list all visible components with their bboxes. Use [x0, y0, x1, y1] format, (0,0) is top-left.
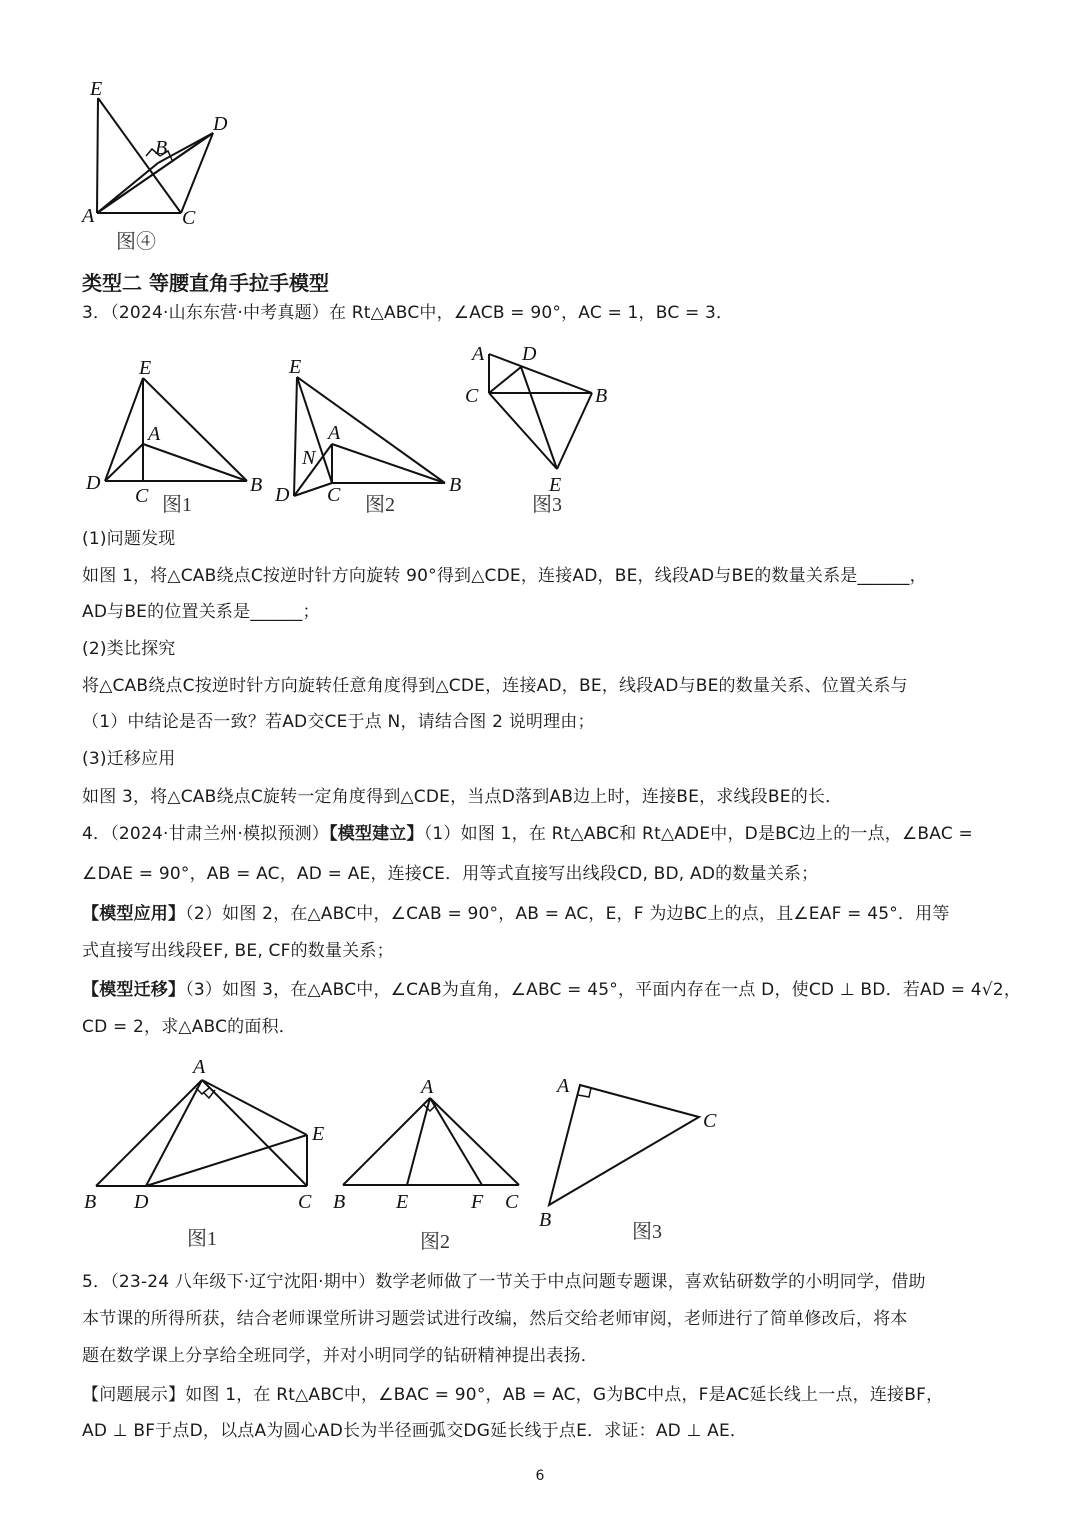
q5-line5: AD ⊥ BF于点D，以点A为圆心AD长为半径画弧交DG延长线于点E．求证：AD ⊥ AE．: [82, 1421, 748, 1441]
section-title: 类型二 等腰直角手拉手模型: [82, 271, 329, 295]
svg-text:C: C: [505, 1191, 519, 1213]
q4-line5-text: （3）如图 3，在△ABC中，∠CAB为直角，∠ABC = 45°，平面内存在一点 D，使CD ⊥ BD．若AD = 4√2，: [185, 980, 1022, 1000]
svg-text:B: B: [595, 385, 608, 407]
q4-line4: 式直接写出线段EF, BE, CF的数量关系；: [82, 941, 394, 961]
svg-text:B: B: [449, 474, 462, 496]
q4-figure-2: [333, 1076, 519, 1253]
svg-text:A: A: [148, 423, 161, 445]
q5-tag-problem: 【问题展示】: [82, 1385, 186, 1405]
svg-text:E: E: [289, 356, 302, 378]
svg-text:A: A: [421, 1076, 434, 1098]
svg-text:E: E: [396, 1191, 409, 1213]
q3-part3-title: (3)迁移应用: [82, 749, 176, 769]
q4-tag-model-build: 【模型建立】: [329, 824, 424, 844]
page-number: 6: [535, 1468, 545, 1484]
q3-figure-3: [465, 343, 607, 516]
svg-text:图1: 图1: [162, 494, 192, 516]
q3-header: 3．（2024·山东东营·中考真题）在 Rt△ABC中，∠ACB = 90°，AC = 1，BC = 3．: [82, 303, 734, 323]
svg-text:C: C: [327, 484, 341, 506]
label-B: B: [155, 137, 168, 159]
svg-text:E: E: [312, 1123, 325, 1145]
q4-line1: [82, 823, 973, 845]
q3-part2-line1: 将△CAB绕点C按逆时针方向旋转任意角度得到△CDE，连接AD，BE，线段AD与BE的数量关系、位置关系与: [82, 676, 908, 696]
svg-text:图3: 图3: [632, 1221, 662, 1243]
label-C: C: [182, 207, 196, 229]
q5-line3: 题在数学课上分享给全班同学，并对小明同学的钻研精神提出表扬．: [82, 1346, 598, 1366]
svg-text:C: C: [135, 485, 149, 507]
q5-line1: 5．（23-24 八年级下·辽宁沈阳·期中）数学老师做了一节关于中点问题专题课，喜欢钻研数学的小明同学，借助: [82, 1272, 926, 1292]
svg-text:图2: 图2: [420, 1231, 450, 1253]
q3-figure-2: [274, 356, 461, 516]
q3-part1-line1: 如图 1，将△CAB绕点C按逆时针方向旋转 90°得到△CDE，连接AD，BE，线段AD与BE的数量关系是______，: [82, 566, 927, 586]
svg-text:B: B: [250, 474, 263, 496]
q4-line2: ∠DAE = 90°，AB = AC，AD = AE，连接CE．用等式直接写出线段CD, BD, AD的数量关系；: [82, 864, 819, 884]
q4-figure-1: [84, 1056, 324, 1250]
svg-text:D: D: [522, 343, 537, 365]
q4-line5: [82, 979, 1021, 1001]
svg-text:B: B: [539, 1209, 552, 1231]
svg-text:D: D: [134, 1191, 149, 1213]
q3-part1-line2: AD与BE的位置关系是______；: [82, 602, 320, 622]
svg-text:B: B: [333, 1191, 346, 1213]
svg-text:C: C: [298, 1191, 312, 1213]
q5-line4: [82, 1384, 943, 1406]
q4-line1-text: （1）如图 1，在 Rt△ABC和 Rt△ADE中，D是BC边上的一点，∠BAC =: [423, 824, 973, 844]
q5-line2: 本节课的所得所获，结合老师课堂所讲习题尝试进行改编，然后交给老师审阅，老师进行了简单修改后，将本: [82, 1309, 908, 1329]
q4-line6: CD = 2，求△ABC的面积．: [82, 1017, 296, 1037]
q3-figure-1: [85, 357, 262, 516]
q3-part2-title: (2)类比探究: [82, 639, 176, 659]
svg-text:E: E: [549, 474, 562, 496]
q5-line4-text: 如图 1，在 Rt△ABC中，∠BAC = 90°，AB = AC，G为BC中点，F是AC延长线上一点，连接BF，: [185, 1385, 944, 1405]
q3-part3-line1: 如图 3，将△CAB绕点C旋转一定角度得到△CDE，当点D落到AB边上时，连接BE，求线段BE的长．: [82, 787, 843, 807]
svg-text:A: A: [472, 343, 485, 365]
label-A: A: [82, 205, 95, 227]
svg-text:图1: 图1: [187, 1228, 217, 1250]
q4-tag-model-apply: 【模型应用】: [82, 904, 186, 924]
q3-part2-line2: （1）中结论是否一致？若AD交CE于点 N，请结合图 2 说明理由；: [82, 712, 595, 732]
svg-text:E: E: [139, 357, 152, 379]
figure-caption: 图④: [116, 231, 156, 253]
q4-source: 4．（2024·甘肃兰州·模拟预测）: [82, 824, 329, 844]
svg-text:F: F: [471, 1191, 484, 1213]
label-E: E: [90, 78, 103, 100]
svg-text:D: D: [275, 484, 290, 506]
svg-text:图3: 图3: [532, 494, 562, 516]
svg-text:B: B: [84, 1191, 97, 1213]
svg-text:图2: 图2: [365, 494, 395, 516]
svg-text:C: C: [465, 385, 479, 407]
svg-text:A: A: [557, 1075, 570, 1097]
svg-text:D: D: [86, 472, 101, 494]
q4-line3: [82, 903, 950, 925]
q3-part1-title: (1)问题发现: [82, 529, 176, 549]
q4-tag-model-transfer: 【模型迁移】: [82, 980, 186, 1000]
svg-text:A: A: [193, 1056, 206, 1078]
svg-text:N: N: [302, 447, 316, 469]
label-D: D: [213, 113, 228, 135]
svg-text:C: C: [703, 1110, 717, 1132]
svg-text:A: A: [328, 422, 341, 444]
q4-figure-3: [539, 1075, 717, 1243]
q4-line3-text: （2）如图 2，在△ABC中，∠CAB = 90°，AB = AC，E，F 为边BC上的点，且∠EAF = 45°．用等: [185, 904, 950, 924]
